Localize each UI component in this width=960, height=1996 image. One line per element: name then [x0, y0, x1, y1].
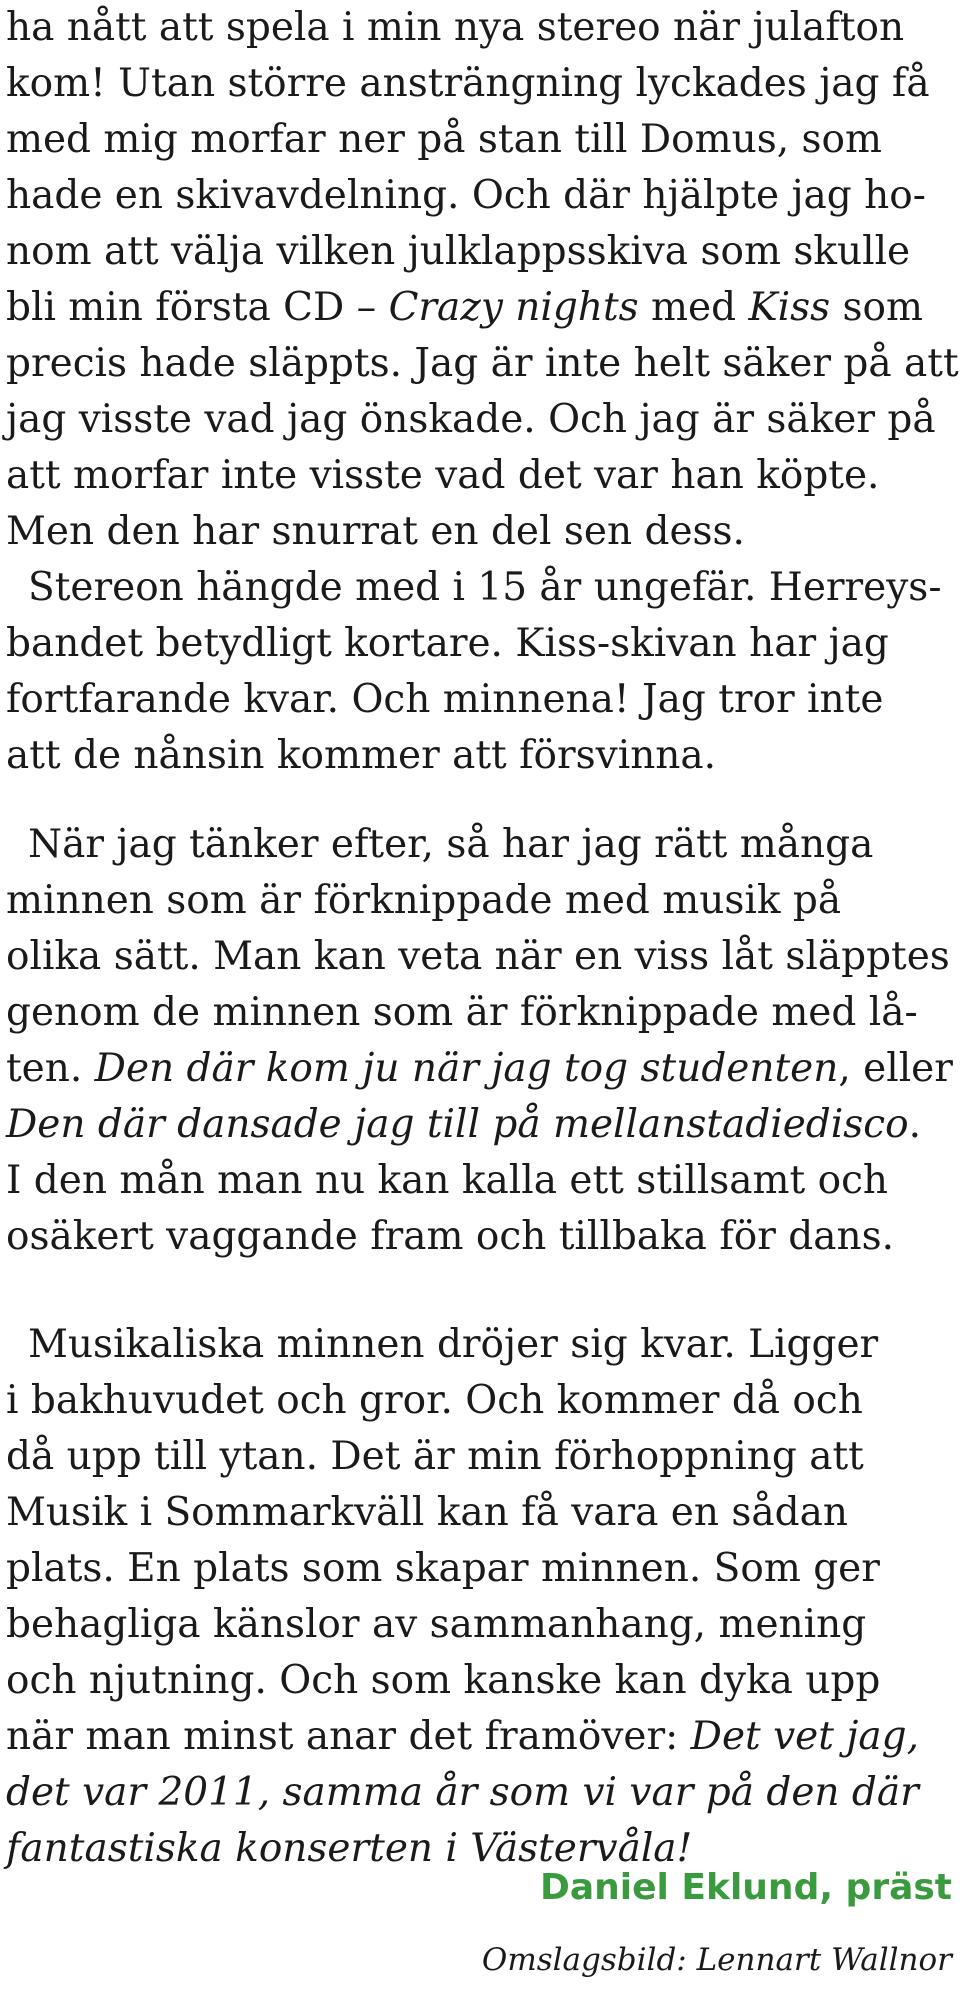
text-run: bli min första CD –: [6, 285, 389, 330]
paragraph-summer-evening: [6, 1317, 954, 1877]
quote-italic: Den där dansade jag till på mellanstadiedisco: [6, 1102, 909, 1147]
paragraph-music-memories: [6, 817, 954, 1265]
text-run: som: [830, 285, 923, 330]
quote-italic: Det vet jag,: [690, 1714, 919, 1759]
text-line: att morfar inte visste vad det var han köpte.: [6, 453, 880, 498]
text-line: fortfarande kvar. Och minnena! Jag tror inte: [6, 677, 884, 722]
text-run: .: [908, 1102, 921, 1147]
text-line: och njutning. Och som kanske kan dyka upp: [6, 1658, 881, 1703]
text-line: minnen som är förknippade med musik på: [6, 878, 842, 923]
text-line: då upp till ytan. Det är min förhoppning att: [6, 1434, 864, 1479]
text-line: fantastiska konserten i Västervåla!: [6, 1826, 693, 1871]
text-line: plats. En plats som skapar minnen. Som ger: [6, 1546, 880, 1591]
text-run: ten.: [6, 1046, 95, 1091]
quote-italic: Den där kom ju när jag tog studenten: [94, 1046, 839, 1091]
text-line: nom att välja vilken julklappsskiva som skulle: [6, 229, 911, 274]
text-line: osäkert vaggande fram och tillbaka för dans.: [6, 1214, 895, 1259]
text-line: hade en skivavdelning. Och där hjälpte jag ho-: [6, 173, 926, 218]
text-line: bandet betydligt kortare. Kiss-skivan har jag: [6, 621, 889, 666]
text-line: ha nått att spela i min nya stereo när julafton: [6, 5, 905, 50]
text-run: , eller: [838, 1046, 953, 1091]
text-line: [6, 1709, 954, 1765]
text-line: [6, 1097, 954, 1153]
author-signature: Daniel Eklund, präst: [540, 1867, 952, 1908]
text-line: precis hade släppts. Jag är inte helt säker på att: [6, 341, 959, 386]
text-run: när man minst anar det framöver:: [6, 1714, 691, 1759]
album-title: Crazy nights: [388, 285, 639, 330]
text-line: det var 2011, samma år som vi var på den där: [6, 1770, 919, 1815]
text-line: [6, 1041, 954, 1097]
band-name: Kiss: [748, 285, 831, 330]
text-line: [6, 280, 954, 336]
text-line: Stereon hängde med i 15 år ungefär. Herreys-: [28, 565, 942, 610]
text-line: i bakhuvudet och gror. Och kommer då och: [6, 1378, 863, 1423]
text-line: Musikaliska minnen dröjer sig kvar. Ligger: [28, 1322, 879, 1367]
text-line: olika sätt. Man kan veta när en viss låt släpptes: [6, 934, 950, 979]
cover-photo-credit: Omslagsbild: Lennart Wallnor: [481, 1942, 952, 1978]
text-line: genom de minnen som är förknippade med lå-: [6, 990, 918, 1035]
text-line: I den mån man nu kan kalla ett stillsamt och: [6, 1158, 889, 1203]
text-line: När jag tänker efter, så har jag rätt många: [28, 822, 874, 867]
text-line: med mig morfar ner på stan till Domus, som: [6, 117, 882, 162]
text-line: jag visste vad jag önskade. Och jag är säker på: [6, 397, 936, 442]
text-line: behagliga känslor av sammanhang, mening: [6, 1602, 867, 1647]
text-line: att de nånsin kommer att försvinna.: [6, 733, 717, 778]
paragraph-stereo-memory: [6, 0, 959, 784]
text-run: med: [638, 285, 749, 330]
text-line: Men den har snurrat en del sen dess.: [6, 509, 745, 554]
text-line: Musik i Sommarkväll kan få vara en sådan: [6, 1490, 849, 1535]
text-line: kom! Utan större ansträngning lyckades jag få: [6, 61, 930, 106]
